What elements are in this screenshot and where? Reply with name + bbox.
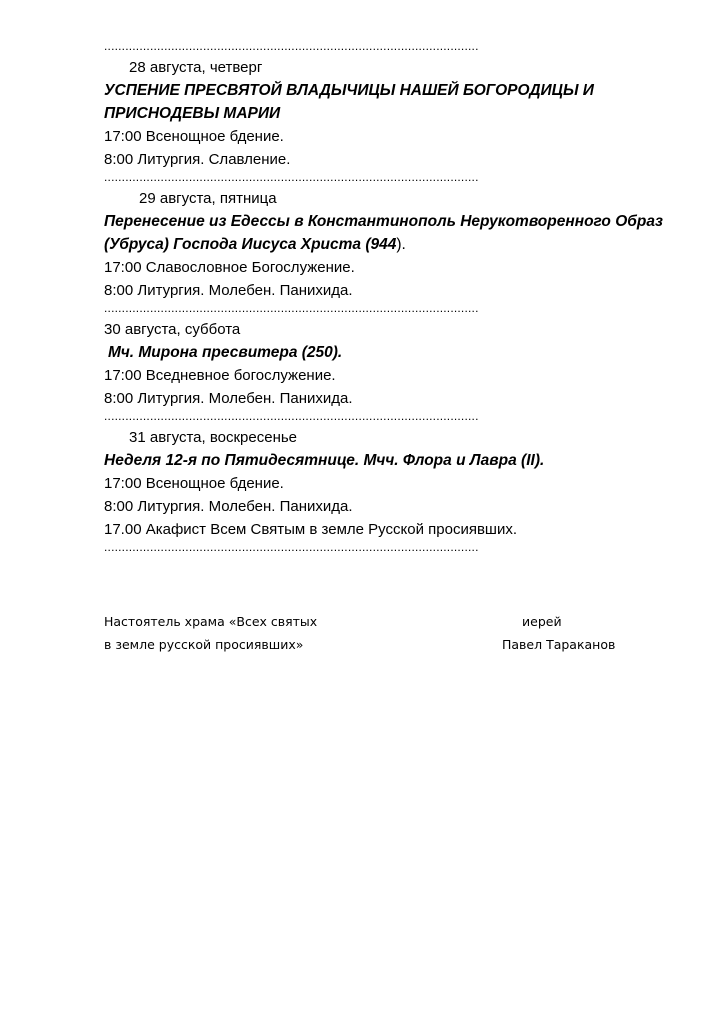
service-line: 8:00 Литургия. Молебен. Панихида. [104, 282, 353, 299]
schedule [104, 40, 684, 557]
separator: .......................................................................................................... [104, 171, 479, 184]
feast-title: Неделя 12-я по Пятидесятнице. Мчч. Флора и Лавра (II). [104, 452, 545, 469]
separator: .......................................................................................................... [104, 541, 479, 554]
day-date: 30 августа, суббота [104, 321, 241, 338]
service-line: 17:00 Славословное Богослужение. [104, 259, 355, 276]
service-line: 17.00 Акафист Всем Святым в земле Русской просиявших. [104, 521, 517, 538]
day-date: 29 августа, пятница [139, 190, 277, 207]
feast-title: Перенесение из Едессы в Константинополь Нерукотворенного Образ (Убруса) Господа Иисуса Христа (944 [104, 213, 663, 253]
separator: .......................................................................................................... [104, 302, 479, 315]
service-line: 8:00 Литургия. Молебен. Панихида. [104, 498, 353, 515]
signature-block [104, 610, 644, 656]
feast-title: Мч. Мирона пресвитера (250). [108, 344, 343, 361]
day-date: 31 августа, воскресенье [129, 429, 298, 446]
service-line: 8:00 Литургия. Молебен. Панихида. [104, 390, 353, 407]
service-line: 17:00 Вседневное богослужение. [104, 367, 336, 384]
service-line: 17:00 Всенощное бдение. [104, 475, 284, 492]
day-date: 28 августа, четверг [129, 59, 263, 76]
service-line: 8:00 Литургия. Славление. [104, 151, 291, 168]
signature-rector-title: Настоятель храма «Всех святых [104, 614, 318, 629]
separator: .......................................................................................................... [104, 410, 479, 423]
feast-title: УСПЕНИЕ ПРЕСВЯТОЙ ВЛАДЫЧИЦЫ НАШЕЙ БОГОРОДИЦЫ И ПРИСНОДЕВЫ МАРИИ [104, 82, 594, 122]
signature-name: Павел Тараканов [502, 637, 616, 652]
service-line: 17:00 Всенощное бдение. [104, 128, 284, 145]
feast-tail: ). [396, 236, 406, 253]
signature-church-name: в земле русской просиявших» [104, 637, 304, 652]
feast-block [104, 210, 684, 256]
separator: .......................................................................................................... [104, 40, 479, 53]
signature-rank: иерей [522, 614, 562, 629]
